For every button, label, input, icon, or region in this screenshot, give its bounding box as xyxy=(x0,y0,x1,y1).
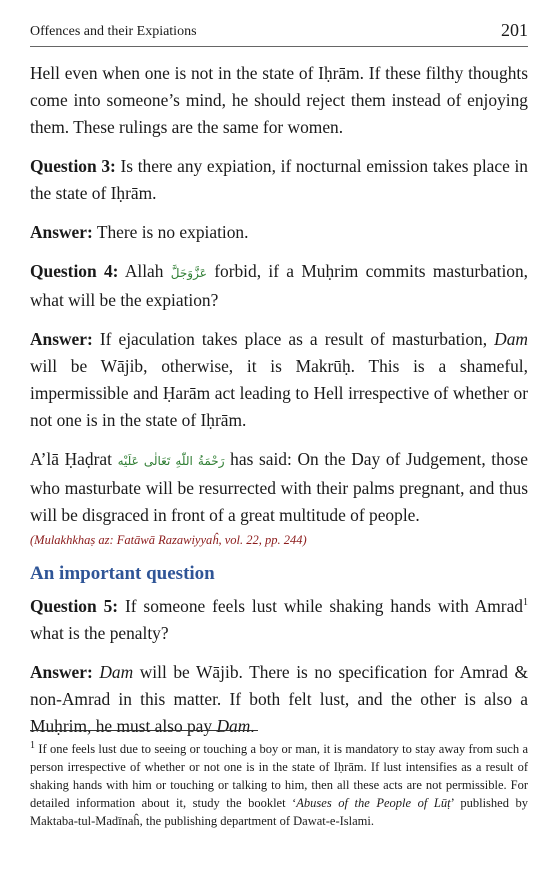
running-title: Offences and their Expiations xyxy=(30,24,197,39)
question-5 xyxy=(30,593,528,647)
ala-hadrat-text-b: has said: On the Day of Judgement, those who masturbate will be resurrected with their palms pregnant, and thus will be disgraced in front of a great multitude of people. xyxy=(30,449,529,525)
answer-4-label: Answer: xyxy=(30,329,93,349)
paragraph-continuation: Hell even when one is not in the state of Iḥrām. If these filthy thoughts come into someone’s mind, he should reject them instead of enjoying them. These rulings are the same for women. xyxy=(30,63,528,137)
term-dam: Dam xyxy=(494,329,528,349)
answer-4-text-1: If ejaculation takes place as a result of masturbation, xyxy=(92,329,495,349)
answer-4-text-2: will be Wājib, otherwise, it is Makrūḥ. This is a shameful, impermissible and Ḥarām act leading to Hell irrespective of whether or not one is in the state of Iḥrām. xyxy=(30,356,528,430)
footnote-text-a: If one feels lust due to seeing or touching a boy or man, it is mandatory to stay away from such a person irrespective of whether or not one is in the state of Iḥrām. If lust intensifies as a result of shaking hands with him or touching or talking to him, then all these acts are not permissible. For detailed information about it, study the booklet ‘ xyxy=(30,742,528,810)
ala-hadrat-paragraph xyxy=(30,446,528,529)
question-3-text: Is there any expiation, if nocturnal emission takes place in the state of Iḥrām. xyxy=(30,156,528,203)
answer-5 xyxy=(30,659,528,740)
question-5-text-b: what is the penalty? xyxy=(30,623,169,643)
question-4-text-a: Allah xyxy=(118,261,171,281)
answer-3-label: Answer: xyxy=(30,222,93,242)
footnote-divider xyxy=(30,730,258,731)
term-dam: Dam xyxy=(216,716,251,736)
answer-4 xyxy=(30,326,528,434)
section-heading: An important question xyxy=(30,563,215,584)
question-3-label: Question 3: xyxy=(30,156,116,176)
footnote-text-b: ’ published by Maktaba-tul-Madīnaĥ, the publishing department of Dawat-e-Islami. xyxy=(30,796,529,828)
ala-hadrat-text-a: A’lā Ḥaḍrat xyxy=(30,449,118,469)
question-5-text-a: If someone feels lust while shaking hands with Amrad xyxy=(118,596,523,616)
answer-5-end: . xyxy=(250,716,255,736)
arabic-supplication: رَحْمَةُ اللّٰهِ تَعَالٰی عَلَيْه xyxy=(117,454,225,468)
question-5-label: Question 5: xyxy=(30,596,119,616)
arabic-honorific: عَزَّوَجَلَّ xyxy=(170,266,207,280)
footnote xyxy=(30,740,528,830)
answer-3-text: There is no expiation. xyxy=(92,222,249,242)
question-3 xyxy=(30,153,528,207)
answer-5-label: Answer: xyxy=(30,662,93,682)
answer-5-text: will be Wājib. There is no specification for Amrad & non-Amrad in this matter. If both felt lust, and the other is also a Muḥrim, he must also pay xyxy=(30,662,528,736)
question-4-text-b: forbid, if a Muḥrim commits masturbation, what will be the expiation? xyxy=(30,261,529,310)
page-body xyxy=(30,60,528,752)
term-dam: Dam xyxy=(99,662,134,682)
footnote-ref[interactable]: 1 xyxy=(523,597,528,609)
page-number: 201 xyxy=(501,20,528,40)
question-4 xyxy=(30,258,528,314)
answer-3 xyxy=(30,219,528,246)
running-header xyxy=(30,20,528,47)
reference-citation: (Mulakhkhaṣ az: Fatāwā Razawiyyaĥ, vol. 22, pp. 244) xyxy=(30,533,307,547)
question-4-label: Question 4: xyxy=(30,261,119,281)
booklet-title: Abuses of the People of Lūṭ xyxy=(296,796,451,810)
footnote-marker: 1 xyxy=(30,739,35,751)
